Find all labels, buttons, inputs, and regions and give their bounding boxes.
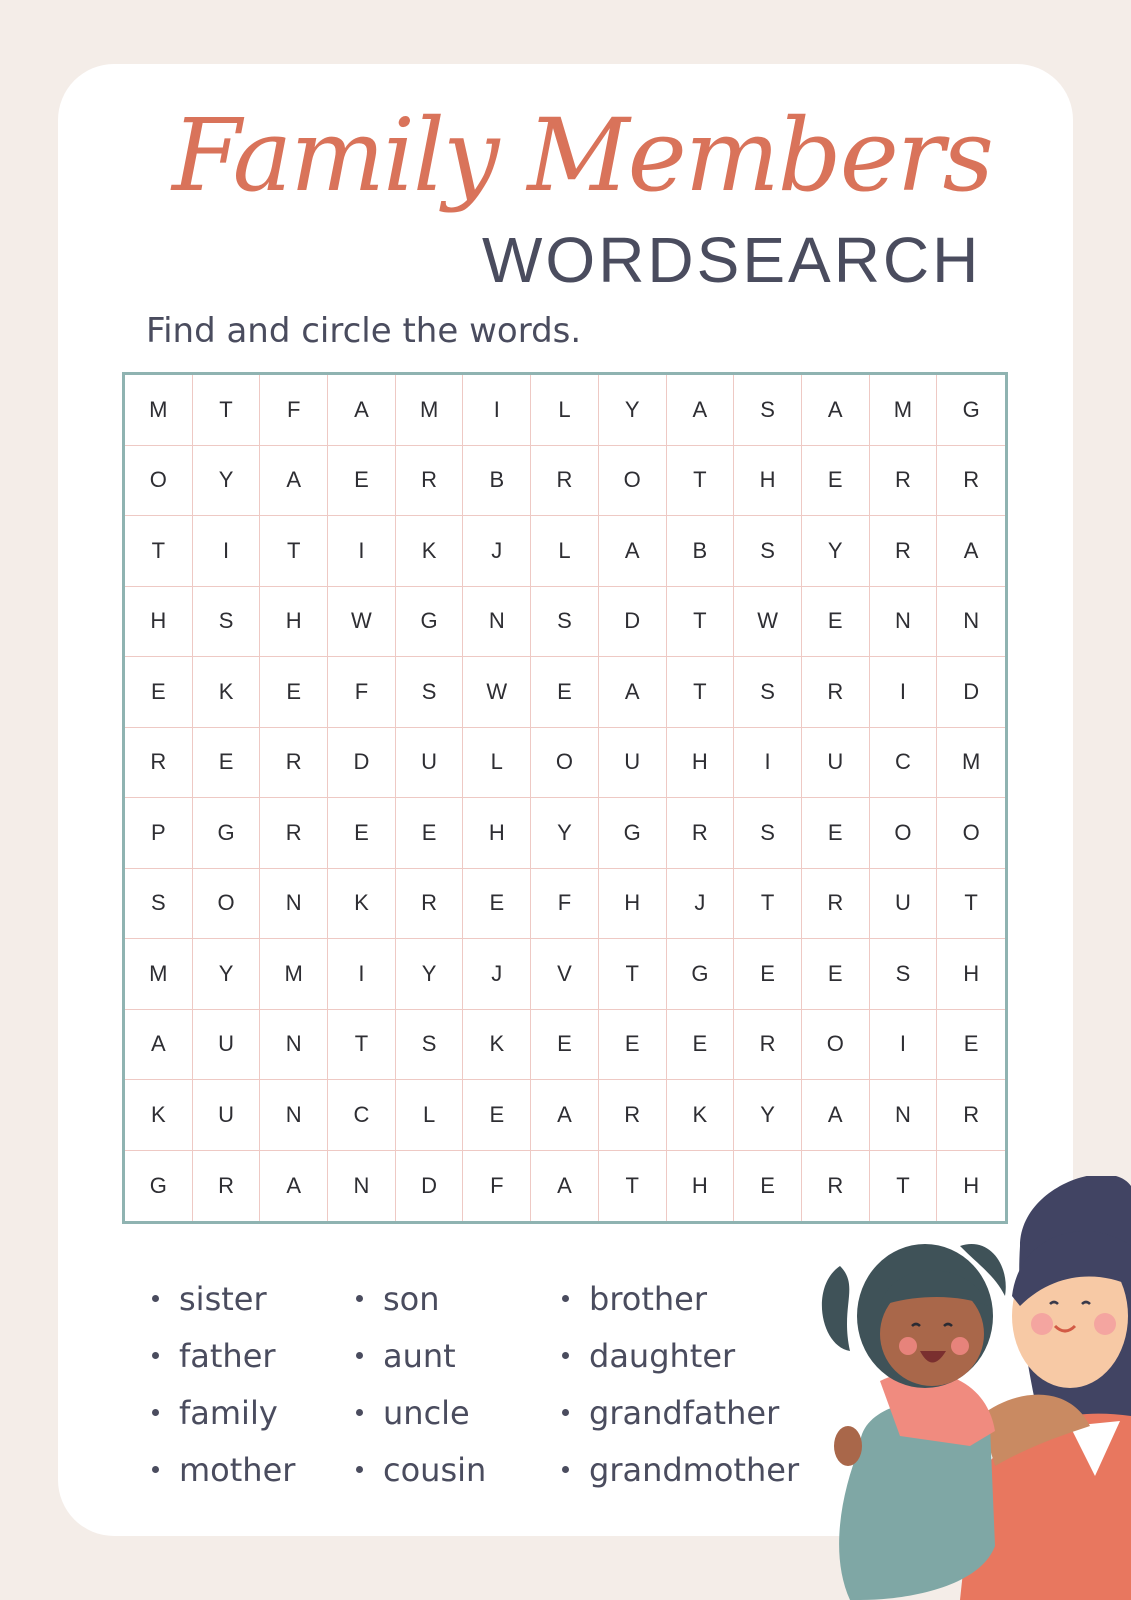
grid-cell[interactable]: K (328, 869, 396, 940)
grid-cell[interactable]: T (667, 587, 735, 658)
grid-cell[interactable]: O (599, 446, 667, 517)
grid-cell[interactable]: W (463, 657, 531, 728)
grid-cell[interactable]: S (870, 939, 938, 1010)
grid-cell[interactable]: L (463, 728, 531, 799)
grid-cell[interactable]: H (125, 587, 193, 658)
grid-cell[interactable]: F (260, 375, 328, 446)
grid-cell[interactable]: U (870, 869, 938, 940)
bullet-icon (356, 1409, 363, 1416)
grid-cell[interactable]: T (667, 657, 735, 728)
grid-cell[interactable]: G (396, 587, 464, 658)
grid-cell[interactable]: D (328, 728, 396, 799)
grid-cell[interactable]: T (937, 869, 1005, 940)
grid-cell[interactable]: U (396, 728, 464, 799)
grid-cell[interactable]: N (260, 869, 328, 940)
grid-cell[interactable]: Y (734, 1080, 802, 1151)
grid-cell[interactable]: N (328, 1151, 396, 1222)
grid-cell[interactable]: S (396, 657, 464, 728)
grid-cell[interactable]: S (734, 798, 802, 869)
grid-cell[interactable]: T (599, 1151, 667, 1222)
grid-cell[interactable]: T (260, 516, 328, 587)
grid-cell[interactable]: K (463, 1010, 531, 1081)
grid-cell[interactable]: A (937, 516, 1005, 587)
grid-cell[interactable]: A (260, 446, 328, 517)
grid-cell[interactable]: E (802, 939, 870, 1010)
grid-cell[interactable]: D (599, 587, 667, 658)
page-title: WORDSEARCH (482, 224, 982, 296)
grid-cell[interactable]: T (328, 1010, 396, 1081)
grid-cell[interactable]: R (802, 657, 870, 728)
grid-cell[interactable]: A (599, 657, 667, 728)
bullet-icon (356, 1466, 363, 1473)
grid-cell[interactable]: D (396, 1151, 464, 1222)
grid-cell[interactable]: U (193, 1080, 261, 1151)
grid-cell[interactable]: R (396, 446, 464, 517)
grid-cell[interactable]: R (599, 1080, 667, 1151)
grid-cell[interactable]: M (396, 375, 464, 446)
grid-cell[interactable]: R (260, 798, 328, 869)
grid-cell[interactable]: R (802, 869, 870, 940)
grid-cell[interactable]: J (463, 939, 531, 1010)
grid-cell[interactable]: A (667, 375, 735, 446)
grid-cell[interactable]: T (667, 446, 735, 517)
grid-cell[interactable]: E (599, 1010, 667, 1081)
grid-cell[interactable]: R (193, 1151, 261, 1222)
grid-cell[interactable]: K (193, 657, 261, 728)
grid-cell[interactable]: N (870, 1080, 938, 1151)
word-list-item: mother (152, 1441, 295, 1498)
grid-cell[interactable]: T (599, 939, 667, 1010)
grid-cell[interactable]: G (599, 798, 667, 869)
grid-cell[interactable]: C (328, 1080, 396, 1151)
wordsearch-grid (122, 372, 1008, 1224)
grid-cell[interactable]: K (667, 1080, 735, 1151)
grid-cell[interactable]: O (531, 728, 599, 799)
grid-cell[interactable]: E (260, 657, 328, 728)
grid-cell[interactable]: E (531, 1010, 599, 1081)
grid-cell[interactable]: G (937, 375, 1005, 446)
grid-cell[interactable]: E (328, 798, 396, 869)
word-list-column-2 (356, 1270, 486, 1498)
grid-cell[interactable]: S (734, 657, 802, 728)
word-list-column-3 (562, 1270, 799, 1498)
grid-cell[interactable]: R (260, 728, 328, 799)
grid-cell[interactable]: F (531, 869, 599, 940)
grid-cell[interactable]: C (870, 728, 938, 799)
mother-daughter-illustration (820, 1176, 1131, 1600)
grid-cell[interactable]: J (667, 869, 735, 940)
bullet-icon (562, 1352, 569, 1359)
grid-cell[interactable]: L (531, 516, 599, 587)
grid-cell[interactable]: N (870, 587, 938, 658)
grid-cell[interactable]: A (802, 375, 870, 446)
grid-cell[interactable]: H (937, 939, 1005, 1010)
word-list-item: father (152, 1327, 295, 1384)
grid-cell[interactable]: A (531, 1151, 599, 1222)
grid-cell[interactable]: N (260, 1010, 328, 1081)
grid-cell[interactable]: I (328, 516, 396, 587)
grid-cell[interactable]: W (734, 587, 802, 658)
grid-cell[interactable]: E (937, 1010, 1005, 1081)
grid-cell[interactable]: O (937, 798, 1005, 869)
word-list-item: grandmother (562, 1441, 799, 1498)
grid-cell[interactable]: T (734, 869, 802, 940)
grid-cell[interactable]: H (463, 798, 531, 869)
instructions: Find and circle the words. (146, 311, 582, 351)
grid-cell[interactable]: R (531, 446, 599, 517)
grid-cell[interactable]: H (963, 1172, 980, 1198)
bullet-icon (356, 1352, 363, 1359)
grid-cell[interactable]: Y (193, 446, 261, 517)
grid-cell[interactable]: Y (599, 375, 667, 446)
grid-cell[interactable]: A (802, 1080, 870, 1151)
grid-cell[interactable]: Y (193, 939, 261, 1010)
word-list-item: brother (562, 1270, 799, 1327)
grid-cell[interactable]: M (260, 939, 328, 1010)
grid-cell[interactable]: S (396, 1010, 464, 1081)
grid-cell[interactable]: I (870, 657, 938, 728)
bullet-icon (152, 1466, 159, 1473)
grid-cell[interactable]: I (193, 516, 261, 587)
grid-cell[interactable]: T (125, 516, 193, 587)
grid-cell[interactable]: I (734, 728, 802, 799)
grid-cell[interactable]: P (125, 798, 193, 869)
grid-cell[interactable]: E (802, 587, 870, 658)
grid-cell[interactable]: E (802, 446, 870, 517)
bullet-icon (562, 1466, 569, 1473)
grid-cell[interactable]: G (125, 1151, 193, 1222)
grid-cell[interactable]: M (125, 375, 193, 446)
grid-cell[interactable]: L (531, 375, 599, 446)
grid-cell[interactable]: H (667, 1151, 735, 1222)
grid-cell[interactable]: S (734, 375, 802, 446)
word-list-item: aunt (356, 1327, 486, 1384)
grid-cell[interactable]: S (531, 587, 599, 658)
word-list-item: grandfather (562, 1384, 799, 1441)
grid-cell[interactable]: E (802, 798, 870, 869)
grid-cell[interactable]: D (937, 657, 1005, 728)
grid-cell[interactable]: H (599, 869, 667, 940)
grid-cell[interactable]: I (870, 1010, 938, 1081)
bullet-icon (562, 1295, 569, 1302)
grid-cell[interactable]: S (125, 869, 193, 940)
bullet-icon (356, 1295, 363, 1302)
grid-cell[interactable]: S (193, 587, 261, 658)
grid-cell[interactable]: E (328, 446, 396, 517)
grid-cell[interactable]: J (463, 516, 531, 587)
grid-cell[interactable]: Y (531, 798, 599, 869)
word-list-item: daughter (562, 1327, 799, 1384)
word-list-column-1 (152, 1270, 295, 1498)
grid-cell[interactable]: N (260, 1080, 328, 1151)
grid-cell[interactable]: H (734, 446, 802, 517)
grid-cell[interactable]: R (396, 869, 464, 940)
grid-cell[interactable]: T (193, 375, 261, 446)
grid-cell[interactable]: M (870, 375, 938, 446)
grid-cell[interactable]: A (531, 1080, 599, 1151)
grid-cell[interactable]: B (667, 516, 735, 587)
grid-cell[interactable]: R (937, 1080, 1005, 1151)
grid-cell[interactable]: I (463, 375, 531, 446)
grid-cell[interactable]: A (125, 1010, 193, 1081)
word-list-item: uncle (356, 1384, 486, 1441)
grid-cell[interactable]: O (802, 1010, 870, 1081)
grid-cell[interactable]: O (870, 798, 938, 869)
grid-cell[interactable]: U (599, 728, 667, 799)
grid-cell[interactable]: R (802, 1151, 870, 1222)
grid-cell[interactable]: S (734, 516, 802, 587)
bullet-icon (152, 1352, 159, 1359)
grid-cell[interactable]: N (463, 587, 531, 658)
grid-cell[interactable]: A (599, 516, 667, 587)
grid-cell[interactable]: K (125, 1080, 193, 1151)
grid-cell[interactable]: U (193, 1010, 261, 1081)
grid-cell[interactable]: F (328, 657, 396, 728)
grid-cell[interactable]: R (667, 798, 735, 869)
grid-cell[interactable]: A (328, 375, 396, 446)
grid-cell[interactable]: I (328, 939, 396, 1010)
grid-cell[interactable]: R (937, 446, 1005, 517)
grid-cell[interactable]: Y (396, 939, 464, 1010)
grid-cell[interactable]: R (870, 516, 938, 587)
grid-cell[interactable]: N (937, 587, 1005, 658)
bullet-icon (152, 1295, 159, 1302)
grid-cell[interactable]: O (125, 446, 193, 517)
word-list-item: family (152, 1384, 295, 1441)
grid-cell[interactable]: W (328, 587, 396, 658)
grid-cell[interactable]: E (396, 798, 464, 869)
bullet-icon (152, 1409, 159, 1416)
grid-cell[interactable]: E (193, 728, 261, 799)
grid-cell[interactable]: E (734, 1151, 802, 1222)
word-list-item: cousin (356, 1441, 486, 1498)
word-list-item: son (356, 1270, 486, 1327)
grid-cell[interactable]: M (125, 939, 193, 1010)
grid-cell[interactable]: H (260, 587, 328, 658)
grid-cell[interactable]: E (734, 939, 802, 1010)
grid-cell[interactable]: E (463, 869, 531, 940)
grid-cell[interactable]: M (937, 728, 1005, 799)
grid-cell[interactable]: E (463, 1080, 531, 1151)
word-list-item: sister (152, 1270, 295, 1327)
grid-cell[interactable]: B (463, 446, 531, 517)
bullet-icon (562, 1409, 569, 1416)
grid-cell[interactable]: F (463, 1151, 531, 1222)
grid-cell[interactable]: T (870, 1151, 938, 1222)
grid-cell[interactable]: Y (802, 516, 870, 587)
grid-cell[interactable]: E (125, 657, 193, 728)
script-title: Family Members (172, 97, 992, 214)
grid-cell[interactable]: G (667, 939, 735, 1010)
grid-cell[interactable]: L (396, 1080, 464, 1151)
grid-cell[interactable]: E (667, 1010, 735, 1081)
grid-cell[interactable]: R (125, 728, 193, 799)
grid-cell[interactable]: E (531, 657, 599, 728)
grid-cell[interactable]: R (870, 446, 938, 517)
grid-cell[interactable]: G (193, 798, 261, 869)
grid-cell[interactable]: V (531, 939, 599, 1010)
grid-cell[interactable]: O (193, 869, 261, 940)
grid-cell[interactable]: H (667, 728, 735, 799)
grid-cell[interactable]: R (734, 1010, 802, 1081)
grid-cell[interactable]: U (802, 728, 870, 799)
grid-cell[interactable]: K (396, 516, 464, 587)
grid-cell[interactable]: A (260, 1151, 328, 1222)
